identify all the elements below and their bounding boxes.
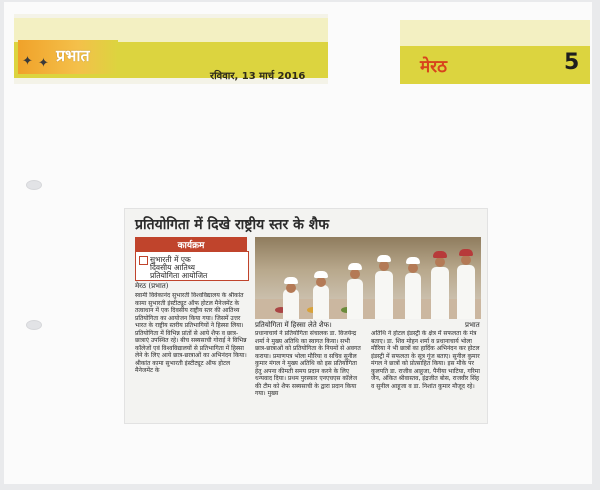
issue-date: रविवार, 13 मार्च 2016 [210,71,306,82]
punch-hole [26,320,42,330]
article-headline: प्रतियोगिता में दिखे राष्ट्रीय स्तर के शैफ [135,217,330,233]
article-column: अतिथि ने होटल इंडस्ट्री के क्षेत्र में सफलता के मंत्र बताए। डा. शिव मोहन शर्मा व प्रधानाचार्य भोला मौरिया ने भी छात्रों का हार्दिक अभिनंदन कर होटल इंडस्ट्री में सफलता के सूत्र गूंज बताए। सुनील कुमार मंगल ने छात्रों को प्रोत्साहित किया। इस मौके पर कुलपति डा. राजीव आहूजा, पैनीया भाटिया, गरिमा जैन, अंकित श्रीवास्तव, इंद्रजीत बोस, राजवीर सिंह व सुनील आहूजा व डा. निशांत कुमार मौजूद रहे। [371,330,480,390]
photo-credit: प्रभात [465,321,480,329]
summary-line: दिवसीय आतिथ्य [150,263,195,272]
punch-hole [26,180,42,190]
summary-box [135,251,249,281]
kicker-band [135,237,247,251]
photo-caption: प्रतियोगिता में हिस्सा लेते शैफ। [255,321,332,329]
bird-icon: ✦ [38,56,49,71]
article-dateline: मेरठ (प्रभात) [135,282,169,290]
news-clipping [124,208,488,424]
summary-line: सुभारती में एक [150,255,191,264]
article-column: प्रधानाचार्य ने प्रतियोगिता संचालक डा. विजयेन्द्र शर्मा ने मुख्य अतिथि का स्वागत किया। सभी छात्र-छात्राओं को प्रतियोगिता के नियमों से अवगत कराया। प्रमाणपत्र भोला मौरिया व सचिव सुनील कुमार मंगल ने मुख्य अतिथि को इस प्रतियोगिता हेतु अपना कीमती समय प्रदान करने के लिए धन्यवाद दिया। प्रथम पुरस्कार एनएचएस कॉलेज की टीम को शैफ सब्यसाची के द्वारा प्रदान किया गया। मुख्य [255,330,361,397]
newspaper-logo: प्रभात [56,46,90,65]
bird-icon: ✦ [22,54,33,69]
page-number: 5 [564,50,580,75]
article-column: स्वामी विवेकानंद सुभारती विश्वविद्यालय के श्रीकांत कामा सुभारती इंस्टीट्यूट ऑफ होटल मैनेजमेंट के तत्वाधान में एक दिवसीय राष्ट्रीय स्तर की आतिथ्य प्रतियोगिता का आयोजन किया गया। जिसमें उत्तर भारत के राष्ट्रीय स्तरीय प्रतिभागियों ने हिस्सा लिया। प्रतियोगिता में विभिन्न प्रांतों से आये शैफ व छात्र-छात्राएं उपस्थित रहे। बीच सब्यसाची गोराई ने विभिन्न कॉलेजों एवं विश्वविद्यालयों से प्रतिभागिता में हिस्सा लेने के लिए आये छात्र-छात्राओं का अभिनंदन किया। श्रीकांत कामा सुभारती इंस्टीट्यूट ऑफ होटल मैनेजमेंट के [135,292,247,374]
edition-city: मेरठ [420,57,447,77]
article-photo [255,237,481,319]
summary-line: प्रतियोगिता आयोजित [150,271,208,280]
kicker-label: कार्यक्रम [177,241,205,251]
newspaper-masthead [14,14,328,84]
edition-header [400,20,590,84]
bullet-icon [139,256,148,265]
